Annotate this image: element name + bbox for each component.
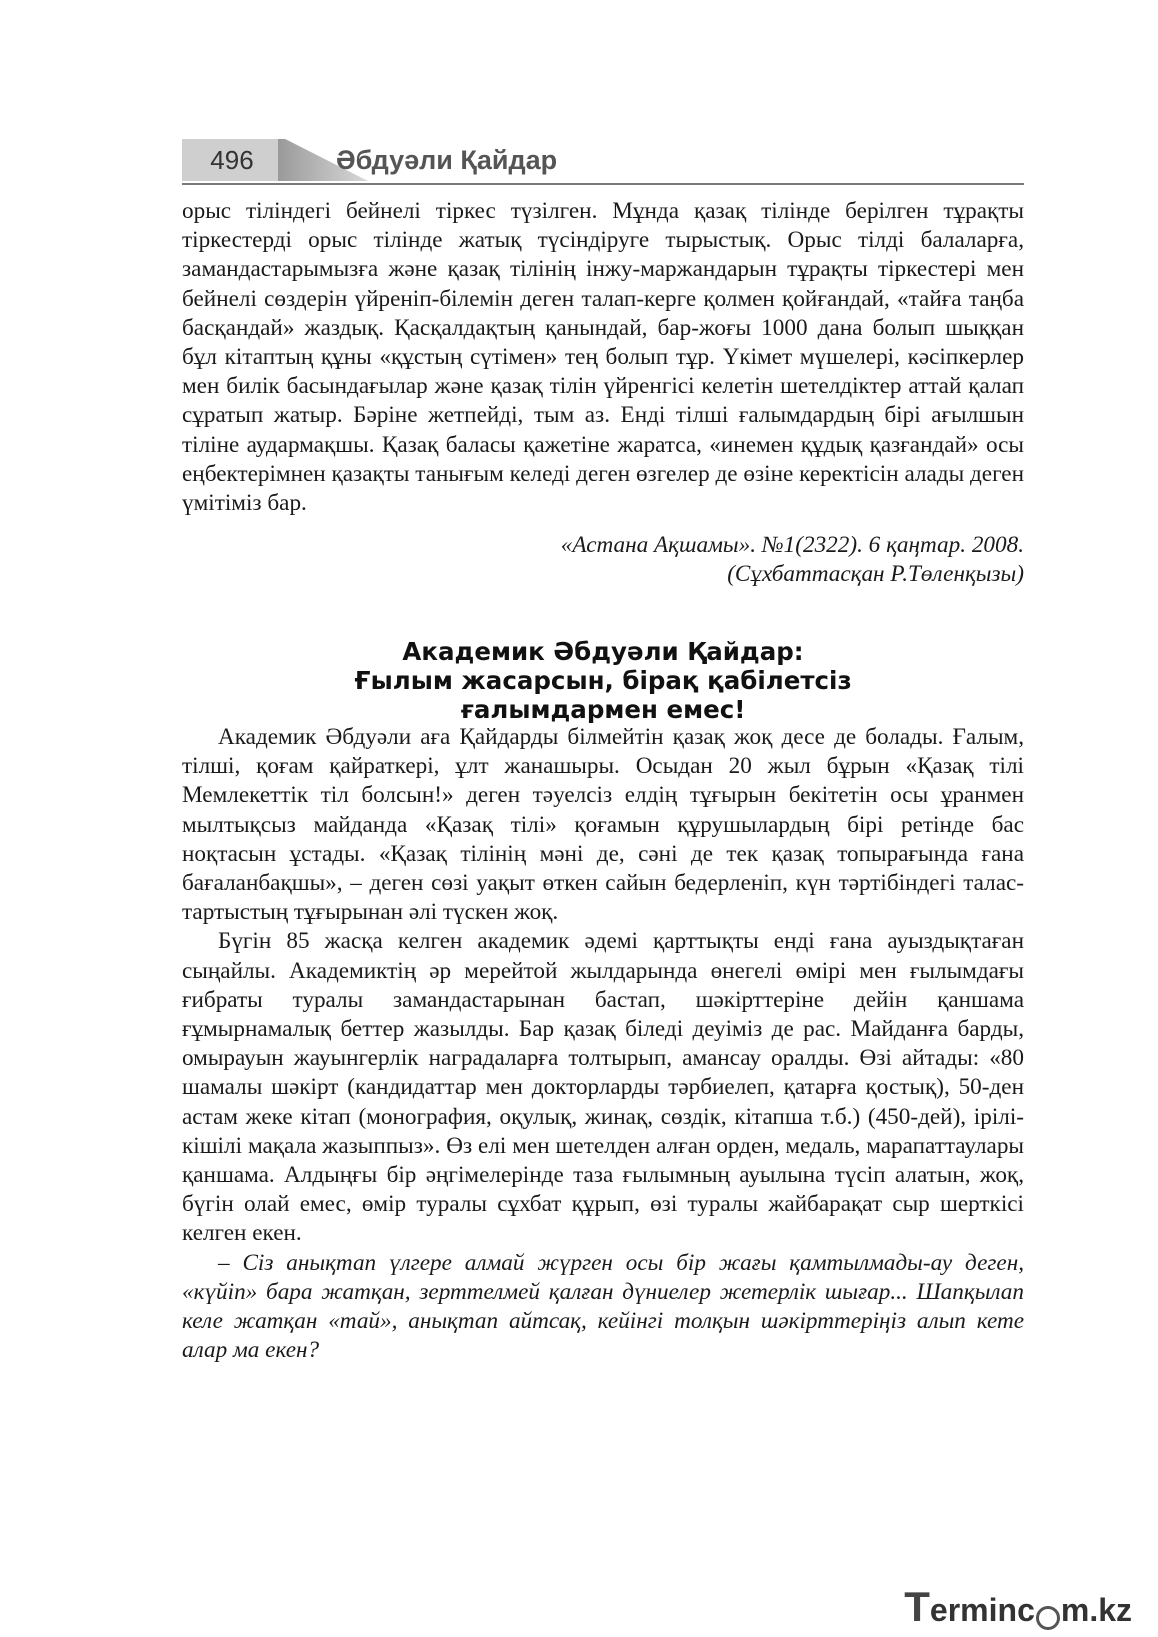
watermark-letter: T	[904, 1583, 930, 1630]
running-title: Әбдуәли Қайдар	[336, 145, 558, 175]
watermark-text: erminc	[929, 1591, 1035, 1628]
watermark-domain: m.kz	[1060, 1591, 1132, 1628]
paragraph: Бүгін 85 жасқа келген академик әдемі қарттықты енді ғана ауыздықтаған сыңайлы. Академиктің әр мерейтой жылдарында өнегелі өмірі мен ғылымдағы ғибраты туралы замандастарынан бастап, шәкірттеріне дейін қаншама ғұмырнамалық беттер жазылды. Бар қазақ біледі деуіміз де рас. Майданға барды, омырауын жауынгерлік наградаларға толтырып, амансау оралды. Өзі айтады: «80 шамалы шәкірт (кандидаттар мен докторларды тәрбиелеп, қатарға қостық), 50-ден астам жеке кітап (монография, оқулық, жинақ, сөздік, кітапша т.б.) (450-дей), ірілі-кішілі мақала жазыппыз». Өз елі мен шетелден алған орден, медаль, марапаттаулары қаншама. Алдыңғы бір әңгімелерінде таза ғылымның ауылына түсіп алатын, жоқ, бүгін олай емес, өмір туралы сұхбат құрып, өзі туралы жайбарақат сыр шерткісі келген екен.	[182, 928, 1024, 1247]
source-line: (Сұхбаттасқан Р.Төленқызы)	[727, 561, 1024, 587]
paragraph: орыс тіліндегі бейнелі тіркес түзілген. Мұнда қазақ тілінде берілген тұрақты тіркестерді орыс тілінде жатық түсіндіруге тырыстық. Орыс тілді балаларға, замандастарымызға және қазақ тілінің інжу-маржандарын тұрақты тіркестері мен бейнелі сөздерін үйреніп-білемін деген талап-керге қолмен қойғандай, «тайға таңба басқандай» жаздық. Қасқалдақтың қанындай, бар-жоғы 1000 дана болып шыққан бұл кітаптың құны «құстың сүтімен» тең болып тұр. Үкімет мүшелері, кәсіпкерлер мен билік басындағылар және қазақ тілін үйренгісі келетін шетелдіктер аттай қалап сұратып жатыр. Бәріне жетпейді, тым аз. Енді тілші ғалымдардың бірі ағылшын тіліне аудармақшы. Қазақ баласы қажетіне жаратса, «инемен құдық қазғандай» осы еңбектерімнен қазақты танығым келеді деген өзгелер де өзіне керектісін алады деген үмітіміз бар.	[182, 198, 1024, 517]
article-body	[182, 723, 1024, 1365]
globe-icon	[1036, 1606, 1060, 1630]
source-line: «Астана Ақшамы». №1(2322). 6 қаңтар. 2008.	[560, 532, 1024, 558]
interview-question: – Сіз анықтап үлгере алмай жүрген осы бір жағы қамтылмады-ау деген, «күйіп» бара жатқан, зерттелмей қалған дүниелер жетерлік шығар... Шапқылап келе жатқан «тай», анықтап айтсақ, кейінгі толқын шәкірттеріңіз алып кете алар ма екен?	[182, 1249, 1024, 1364]
article-title-line: ғалымдармен емес!	[460, 695, 746, 724]
header-rule	[182, 183, 1024, 185]
termincom-watermark-logo	[904, 1583, 1132, 1630]
source-citation	[561, 531, 1024, 589]
paragraph: Академик Әбдуәли аға Қайдарды білмейтін қазақ жоқ десе де болады. Ғалым, тілші, қоғам қайраткері, ұлт жанашыры. Осыдан 20 жыл бұрын «Қазақ тілі Мемлекеттік тіл болсын!» деген тәуелсіз елдің тұғырын бекітетін осы ұранмен мылтықсыз майданда «Қазақ тілі» қоғамын құрушылардың бірі ретінде бас ноқтасын ұстады. «Қазақ тілінің мәні де, сәні де тек қазақ топырағында ғана бағаланбақшы», – деген сөзі уақыт өткен сайын бедерленіп, күн тәртібіндегі талас-тартыстың тұғырынан әлі түскен жоқ.	[182, 724, 1024, 926]
page-header	[182, 137, 1024, 189]
continued-paragraph	[182, 197, 1024, 518]
article-title	[182, 637, 1024, 724]
article-title-line: Академик Әбдуәли Қайдар:	[402, 637, 804, 666]
article-title-line: Ғылым жасарсын, бірақ қабілетсіз	[354, 666, 852, 695]
page-number: 496	[182, 139, 282, 181]
